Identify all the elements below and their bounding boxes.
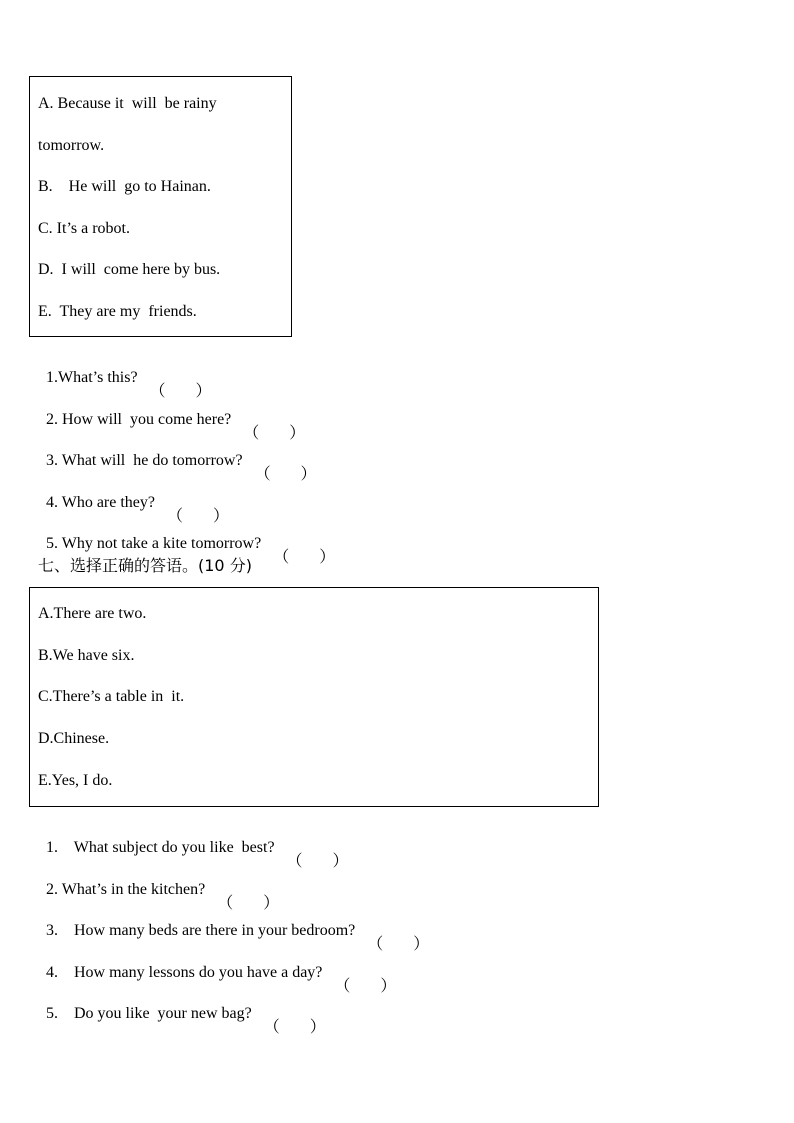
option-d: D. I will come here by bus.	[38, 261, 221, 278]
question-text: 4. How many lessons do you have a day?	[46, 964, 323, 981]
option-c: C. It’s a robot.	[38, 220, 130, 237]
question-5: 5. Why not take a kite tomorrow? （ ）	[46, 535, 336, 566]
question-1: 1.What’s this? （ ）	[46, 369, 212, 400]
question-1: 1. What subject do you like best? （ ）	[46, 839, 349, 870]
question-4: 4. Who are they? （ ）	[46, 494, 229, 525]
question-text: 5. Why not take a kite tomorrow?	[46, 535, 262, 552]
question-text: 2. What’s in the kitchen?	[46, 881, 206, 898]
question-text: 2. How will you come here?	[46, 411, 232, 428]
question-text: 1. What subject do you like best?	[46, 839, 275, 856]
option-c: C.There’s a table in it.	[38, 688, 185, 705]
question-5: 5. Do you like your new bag? （ ）	[46, 1005, 326, 1036]
option-d: D.Chinese.	[38, 730, 110, 747]
option-e: E.Yes, I do.	[38, 772, 113, 789]
question-3: 3. How many beds are there in your bedroom? （ ）	[46, 922, 430, 953]
option-e: E. They are my friends.	[38, 303, 197, 320]
options-box-2	[29, 587, 599, 807]
section-7-heading: 七、选择正确的答语。(10 分)	[38, 556, 252, 575]
question-text: 5. Do you like your new bag?	[46, 1005, 252, 1022]
option-a: A. Because it will be rainy	[38, 95, 217, 112]
question-4: 4. How many lessons do you have a day? （ ）	[46, 964, 397, 995]
option-b: B. He will go to Hainan.	[38, 178, 211, 195]
question-text: 4. Who are they?	[46, 494, 155, 511]
question-text: 3. How many beds are there in your bedroom?	[46, 922, 356, 939]
question-2: 2. What’s in the kitchen? （ ）	[46, 881, 280, 912]
question-2: 2. How will you come here? （ ）	[46, 411, 306, 442]
question-3: 3. What will he do tomorrow? （ ）	[46, 452, 317, 483]
option-b: B.We have six.	[38, 647, 135, 664]
question-text: 3. What will he do tomorrow?	[46, 452, 243, 469]
question-text: 1.What’s this?	[46, 369, 138, 386]
option-a: A.There are two.	[38, 605, 147, 622]
option-a-continued: tomorrow.	[38, 137, 105, 154]
options-box-1	[29, 76, 292, 337]
